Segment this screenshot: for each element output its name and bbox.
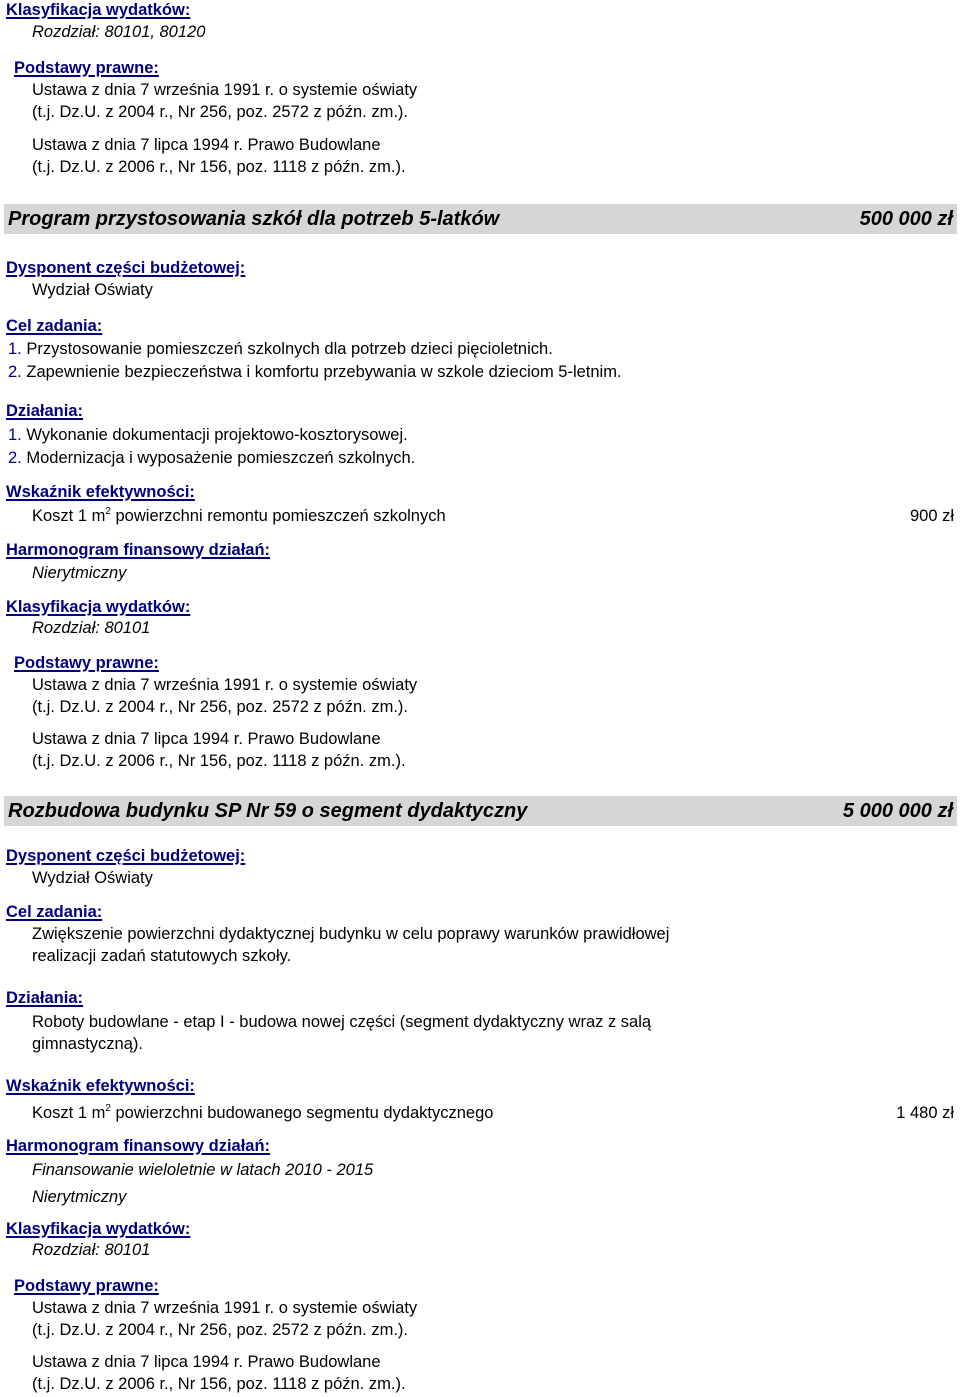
klasyfikacja-heading: Klasyfikacja wydatków:	[6, 1220, 191, 1238]
harmonogram-text: Nierytmiczny	[32, 1188, 127, 1206]
ustawa-line: Ustawa z dnia 7 września 1991 r. o systemie oświaty	[32, 1299, 418, 1317]
wskaznik-value: 900 zł	[909, 507, 954, 525]
program-title-bar	[4, 796, 957, 826]
ustawa-line: Ustawa z dnia 7 września 1991 r. o systemie oświaty	[32, 676, 418, 694]
podstawy-heading: Podstawy prawne:	[14, 59, 159, 77]
ustawa-line: (t.j. Dz.U. z 2006 r., Nr 156, poz. 1118 z późn. zm.).	[32, 1375, 406, 1393]
program-title-bar	[4, 204, 957, 234]
cel-text: realizacji zadań statutowych szkoły.	[32, 947, 292, 965]
cel-heading: Cel zadania:	[6, 903, 103, 921]
dzialania-text: Roboty budowlane - etap I - budowa nowej części (segment dydaktyczny wraz z salą	[32, 1013, 652, 1031]
wskaznik-row: Koszt 1 $m^2$ powierzchni budowanego segmentu dydaktycznego 1 480 zł	[32, 1103, 954, 1122]
harmonogram-text: Finansowanie wieloletnie w latach 2010 - 2015	[32, 1161, 374, 1179]
program-amount: 5 000 000 zł	[842, 800, 953, 822]
rozdzial-text: Rozdział: 80101, 80120	[32, 23, 206, 41]
wskaznik-row: Koszt 1 $m^2$ powierzchni remontu pomieszczeń szkolnych 900 zł	[32, 506, 954, 525]
cel-heading: Cel zadania:	[6, 317, 103, 335]
wskaznik-value: 1 480 zł	[896, 1104, 954, 1122]
ustawa-line: (t.j. Dz.U. z 2004 r., Nr 256, poz. 2572 z późn. zm.).	[32, 1321, 408, 1339]
dzialania-text: gimnastyczną).	[32, 1035, 143, 1053]
dysponent-heading: Dysponent części budżetowej:	[6, 259, 246, 277]
ustawa-line: Ustawa z dnia 7 lipca 1994 r. Prawo Budowlane	[32, 730, 381, 748]
ustawa-line: Ustawa z dnia 7 lipca 1994 r. Prawo Budowlane	[32, 136, 381, 154]
ustawa-line: (t.j. Dz.U. z 2004 r., Nr 256, poz. 2572 z późn. zm.).	[32, 103, 408, 121]
rozdzial-text: Rozdział: 80101	[32, 619, 151, 637]
podstawy-heading: Podstawy prawne:	[14, 654, 159, 672]
dysponent-text: Wydział Oświaty	[32, 281, 153, 299]
harmonogram-heading: Harmonogram finansowy działań:	[6, 541, 271, 559]
program-title: Program przystosowania szkół dla potrzeb 5-latków	[8, 208, 500, 230]
dysponent-text: Wydział Oświaty	[32, 869, 153, 887]
klasyfikacja-heading: Klasyfikacja wydatków:	[6, 598, 191, 616]
ustawa-line: (t.j. Dz.U. z 2004 r., Nr 256, poz. 2572 z późn. zm.).	[32, 698, 408, 716]
wskaznik-heading: Wskaźnik efektywności:	[6, 1077, 195, 1095]
ustawa-line: Ustawa z dnia 7 lipca 1994 r. Prawo Budowlane	[32, 1353, 381, 1371]
ustawa-line: (t.j. Dz.U. z 2006 r., Nr 156, poz. 1118 z późn. zm.).	[32, 752, 406, 770]
dzialania-item: 1. Wykonanie dokumentacji projektowo-kosztorysowej.	[8, 426, 408, 444]
program-amount: 500 000 zł	[859, 208, 953, 230]
harmonogram-heading: Harmonogram finansowy działań:	[6, 1137, 271, 1155]
dysponent-heading: Dysponent części budżetowej:	[6, 847, 246, 865]
cel-text: Zwiększenie powierzchni dydaktycznej budynku w celu poprawy warunków prawidłowej	[32, 925, 670, 943]
cel-item: 1. Przystosowanie pomieszczeń szkolnych dla potrzeb dzieci pięcioletnich.	[8, 340, 553, 358]
wskaznik-heading: Wskaźnik efektywności:	[6, 483, 195, 501]
dzialania-heading: Działania:	[6, 989, 84, 1007]
cel-item: 2. Zapewnienie bezpieczeństwa i komfortu przebywania w szkole dzieciom 5-letnim.	[8, 363, 622, 381]
program-title: Rozbudowa budynku SP Nr 59 o segment dydaktyczny	[8, 800, 528, 822]
ustawa-line: Ustawa z dnia 7 września 1991 r. o systemie oświaty	[32, 81, 418, 99]
ustawa-line: (t.j. Dz.U. z 2006 r., Nr 156, poz. 1118 z późn. zm.).	[32, 158, 406, 176]
podstawy-heading: Podstawy prawne:	[14, 1277, 159, 1295]
rozdzial-text: Rozdział: 80101	[32, 1241, 151, 1259]
harmonogram-text: Nierytmiczny	[32, 564, 127, 582]
dzialania-heading: Działania:	[6, 402, 84, 420]
klasyfikacja-heading: Klasyfikacja wydatków:	[6, 1, 191, 19]
dzialania-item: 2. Modernizacja i wyposażenie pomieszczeń szkolnych.	[8, 449, 416, 467]
